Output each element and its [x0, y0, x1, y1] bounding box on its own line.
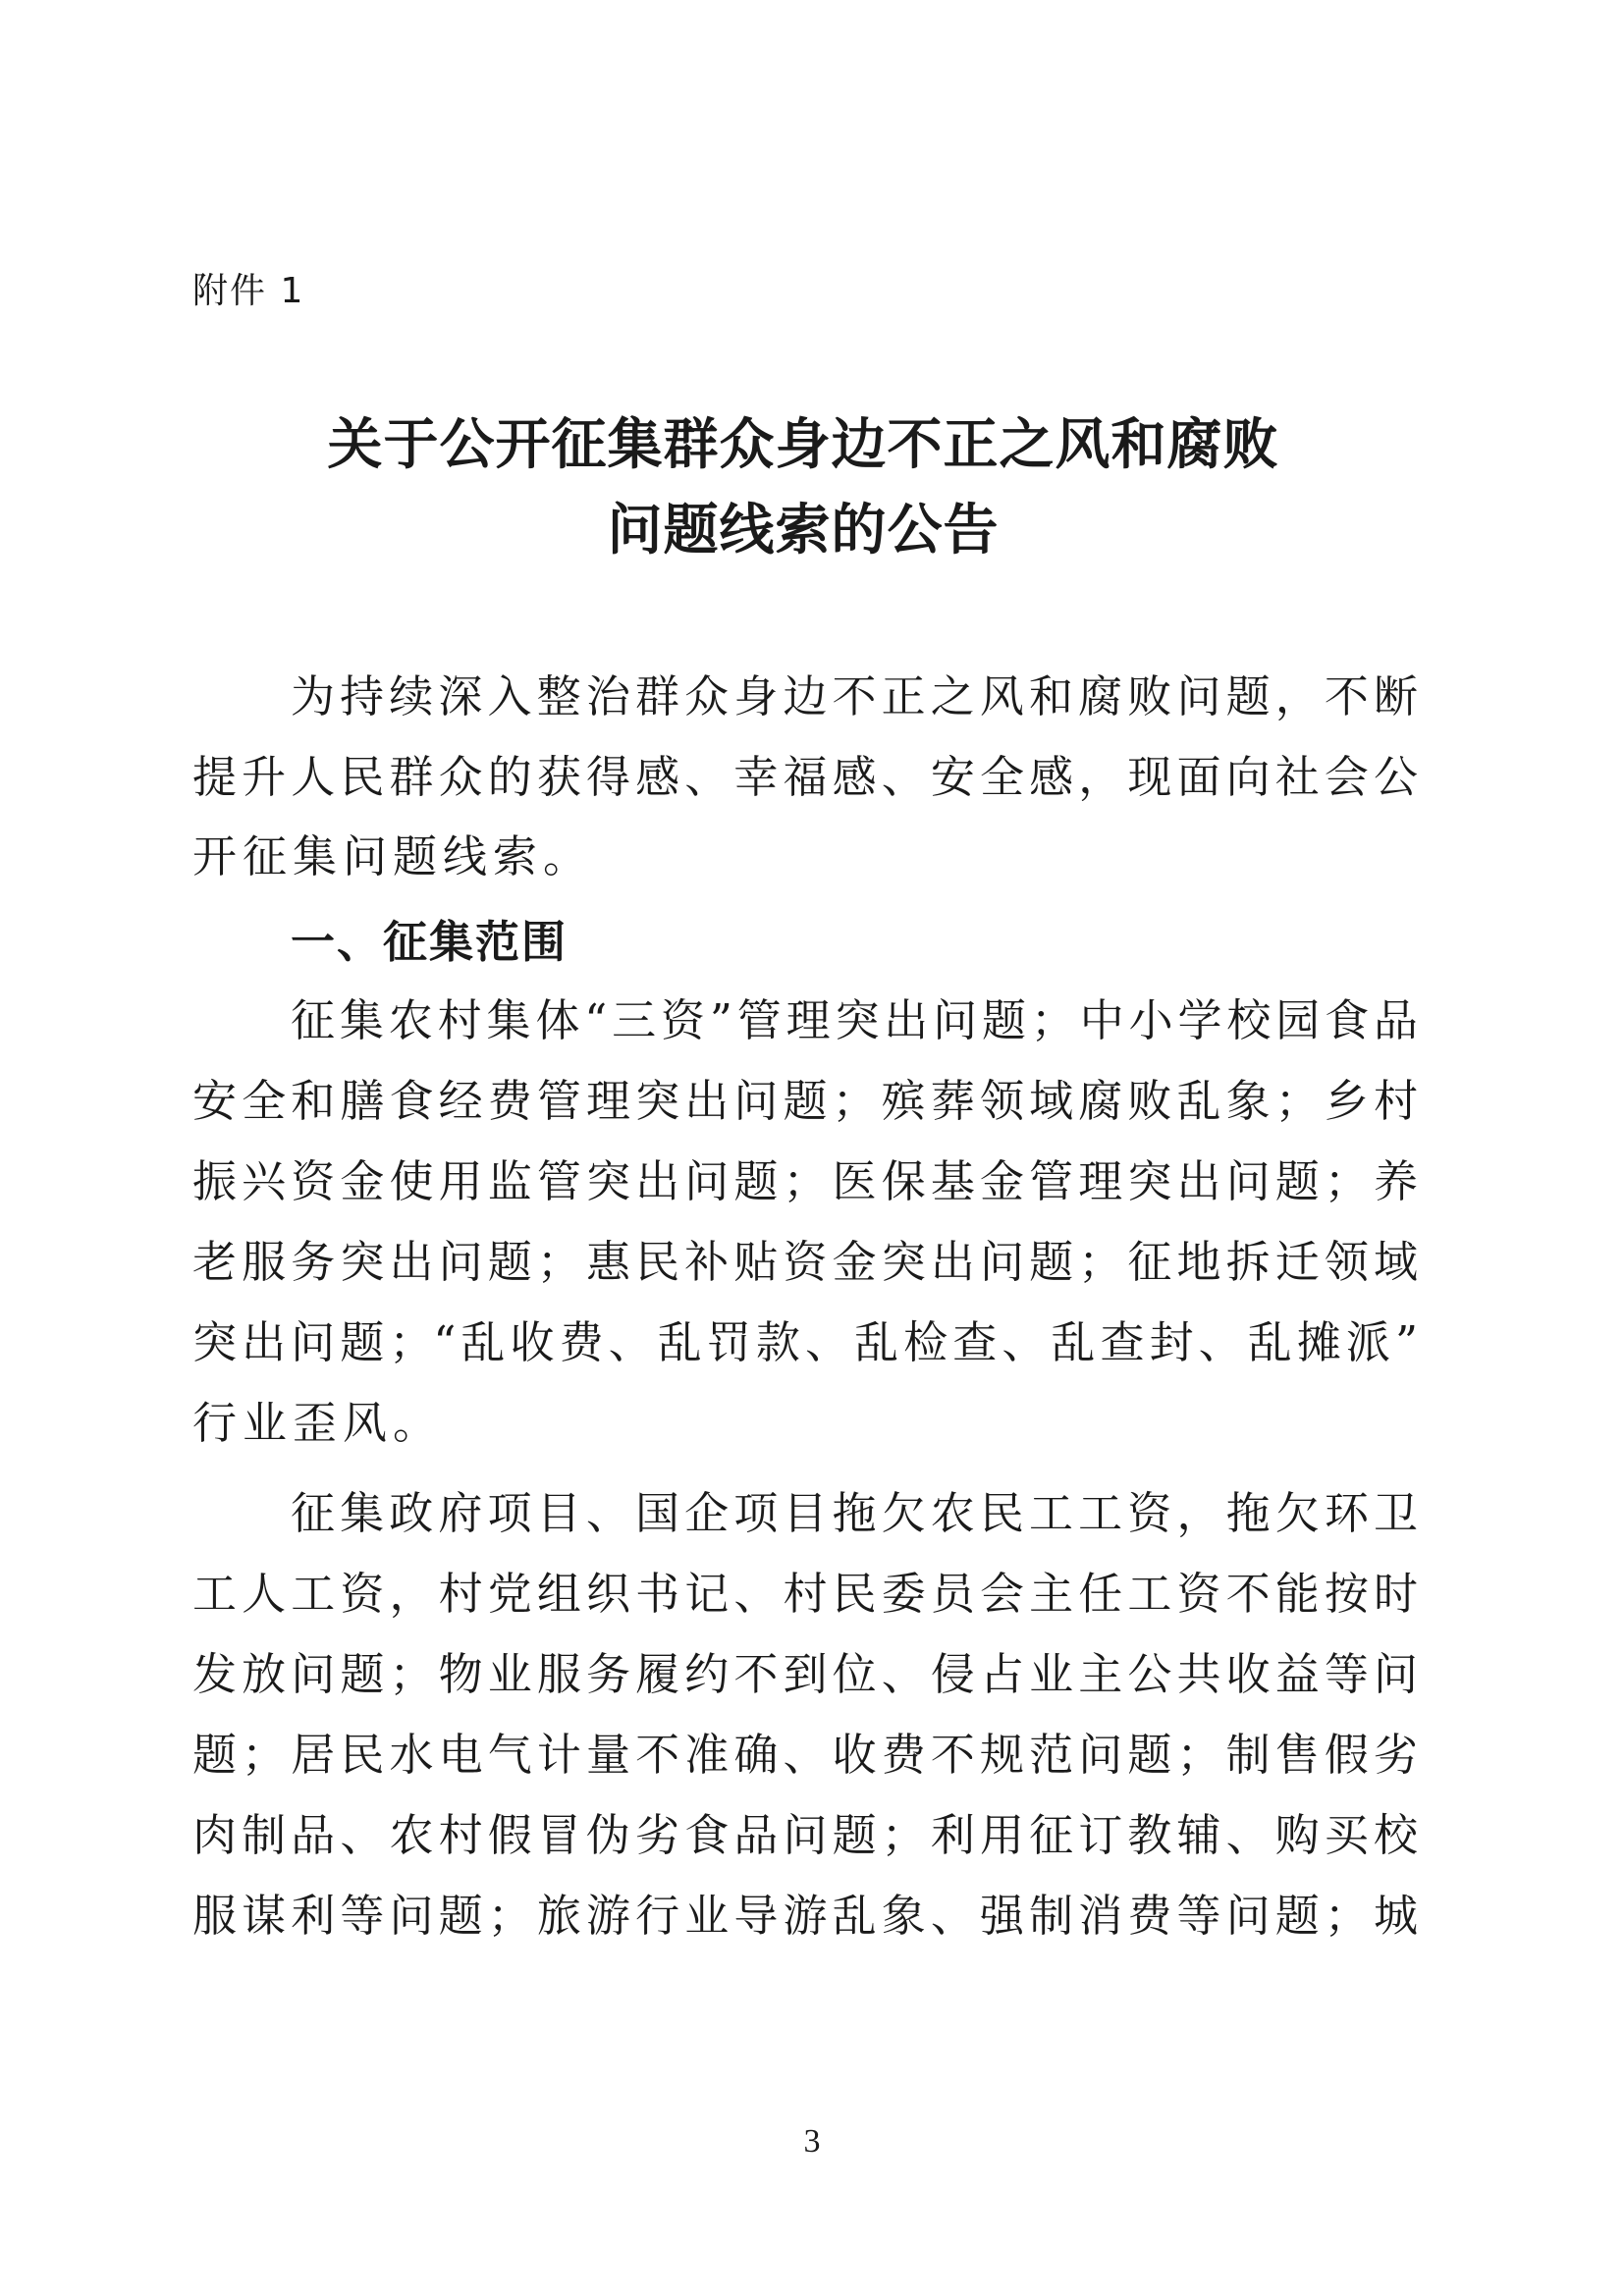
section-heading: 一、征集范围 [291, 916, 568, 968]
paragraph-line: 行业歪风。 [192, 1397, 444, 1449]
paragraph-line: 题；居民水电气计量不准确、收费不规范问题；制售假劣 [192, 1729, 1418, 1781]
paragraph-line: 征集农村集体“三资”管理突出问题；中小学校园食品 [291, 994, 1418, 1046]
paragraph-line: 工人工资，村党组织书记、村民委员会主任工资不能按时 [192, 1568, 1418, 1620]
paragraph-line: 振兴资金使用监管突出问题；医保基金管理突出问题；养 [192, 1155, 1418, 1207]
paragraph-line: 安全和膳食经费管理突出问题；殡葬领域腐败乱象；乡村 [192, 1075, 1418, 1127]
paragraph-line: 老服务突出问题；惠民补贴资金突出问题；征地拆迁领域 [192, 1236, 1418, 1288]
paragraph-line: 服谋利等问题；旅游行业导游乱象、强制消费等问题；城 [192, 1890, 1418, 1942]
intro-line: 提升人民群众的获得感、幸福感、安全感，现面向社会公 [192, 751, 1418, 803]
paragraph-line: 肉制品、农村假冒伪劣食品问题；利用征订教辅、购买校 [192, 1809, 1418, 1861]
attachment-label: 附件 1 [192, 271, 305, 311]
paragraph-line: 突出问题；“乱收费、乱罚款、乱检查、乱查封、乱摊派” [192, 1316, 1418, 1368]
document-title-line-2: 问题线索的公告 [607, 498, 1000, 562]
paragraph-line: 发放问题；物业服务履约不到位、侵占业主公共收益等问 [192, 1648, 1418, 1700]
paragraph-line: 征集政府项目、国企项目拖欠农民工工资，拖欠环卫 [291, 1487, 1418, 1539]
page-number: 3 [803, 2123, 821, 2160]
document-title-line-1: 关于公开征集群众身边不正之风和腐败 [327, 412, 1279, 477]
intro-line: 为持续深入整治群众身边不正之风和腐败问题，不断 [291, 670, 1418, 722]
intro-line: 开征集问题线索。 [192, 830, 594, 882]
